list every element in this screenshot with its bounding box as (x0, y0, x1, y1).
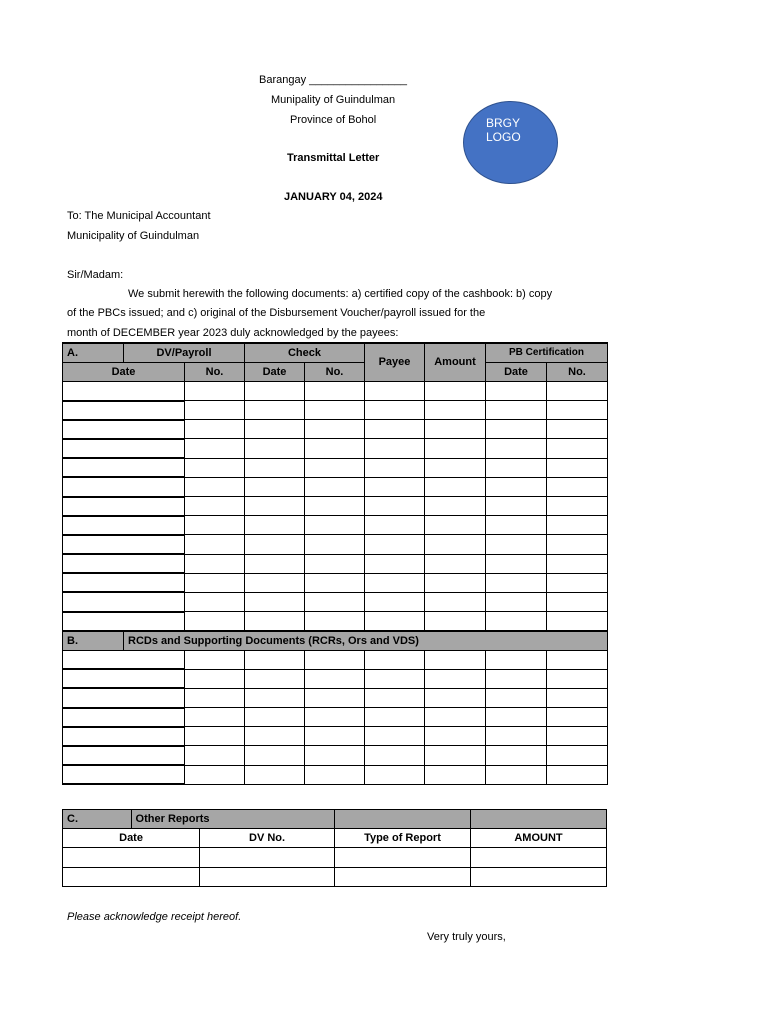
table-cell[interactable] (245, 573, 305, 592)
table-cell[interactable] (185, 612, 245, 631)
table-cell[interactable] (63, 727, 185, 746)
table-cell[interactable] (425, 688, 486, 707)
table-cell[interactable] (486, 420, 547, 439)
table-cell[interactable] (245, 746, 305, 765)
table-cell[interactable] (334, 867, 470, 886)
table-cell[interactable] (425, 612, 486, 631)
table-row (63, 612, 608, 631)
table-cell[interactable] (305, 708, 365, 727)
table-row (63, 439, 608, 458)
table-cell[interactable] (365, 381, 425, 400)
table-cell[interactable] (245, 497, 305, 516)
table-row (63, 381, 608, 400)
table-cell[interactable] (185, 516, 245, 535)
check-header: Check (245, 343, 365, 362)
table-cell[interactable] (425, 573, 486, 592)
table-cell[interactable] (486, 516, 547, 535)
table-cell[interactable] (305, 746, 365, 765)
table-cell[interactable] (245, 554, 305, 573)
table-cell[interactable] (365, 477, 425, 496)
addressee-line2: Municipality of Guindulman (67, 230, 200, 242)
table-row (63, 592, 608, 611)
table-cell[interactable] (470, 867, 606, 886)
table-cell[interactable] (63, 554, 185, 573)
table-cell[interactable] (63, 708, 185, 727)
table-cell[interactable] (547, 669, 608, 688)
table-cell[interactable] (425, 516, 486, 535)
table-cell[interactable] (425, 381, 486, 400)
table-cell[interactable] (547, 765, 608, 784)
dv-payroll-header: DV/Payroll (124, 343, 245, 362)
table-row (63, 746, 608, 765)
table-cell[interactable] (365, 727, 425, 746)
municipality-line: Munipality of Guindulman (271, 94, 396, 106)
table-cell[interactable] (365, 688, 425, 707)
table-cell[interactable] (547, 439, 608, 458)
amount-header: Amount (425, 343, 486, 381)
payee-header: Payee (365, 343, 425, 381)
other-reports-table (62, 809, 607, 887)
table-cell[interactable] (305, 592, 365, 611)
table-cell[interactable] (305, 420, 365, 439)
table-cell[interactable] (547, 458, 608, 477)
table-cell[interactable] (486, 439, 547, 458)
dv-no-header: No. (185, 362, 245, 381)
table-cell[interactable] (185, 765, 245, 784)
table-cell[interactable] (63, 573, 185, 592)
table-cell[interactable] (245, 458, 305, 477)
c-dv-no-header: DV No. (200, 829, 335, 848)
table-cell[interactable] (365, 669, 425, 688)
section-c-header-row (63, 810, 607, 829)
table-cell[interactable] (63, 458, 185, 477)
table-cell[interactable] (365, 746, 425, 765)
table-cell[interactable] (425, 554, 486, 573)
table-cell[interactable] (185, 420, 245, 439)
table-cell[interactable] (425, 439, 486, 458)
table-cell[interactable] (185, 669, 245, 688)
table-cell[interactable] (425, 669, 486, 688)
table-cell[interactable] (334, 848, 470, 867)
table-cell[interactable] (547, 688, 608, 707)
table-cell[interactable] (365, 612, 425, 631)
table-cell[interactable] (365, 708, 425, 727)
table-cell[interactable] (63, 669, 185, 688)
table-row (63, 669, 608, 688)
table-cell[interactable] (305, 669, 365, 688)
table-cell[interactable] (547, 401, 608, 420)
c-amount-header: AMOUNT (470, 829, 606, 848)
body-line1: We submit herewith the following documents: a) certified copy of the cashbook: b) copy (128, 288, 553, 300)
table-row (63, 477, 608, 496)
table-cell[interactable] (185, 708, 245, 727)
table-cell[interactable] (365, 554, 425, 573)
section-c-letter: C. (63, 810, 132, 829)
table-cell[interactable] (185, 401, 245, 420)
table-cell[interactable] (63, 401, 185, 420)
table-cell[interactable] (185, 497, 245, 516)
table-cell[interactable] (425, 420, 486, 439)
section-c-title: Other Reports (131, 810, 334, 829)
table-cell[interactable] (486, 381, 547, 400)
c-type-of-report-header: Type of Report (334, 829, 470, 848)
table-cell[interactable] (486, 708, 547, 727)
table-cell[interactable] (305, 381, 365, 400)
table-cell[interactable] (305, 535, 365, 554)
table-cell[interactable] (63, 592, 185, 611)
table-row (63, 458, 608, 477)
table-cell[interactable] (365, 765, 425, 784)
table-cell[interactable] (425, 592, 486, 611)
check-date-header: Date (245, 362, 305, 381)
table-cell[interactable] (425, 727, 486, 746)
table-cell[interactable] (486, 612, 547, 631)
table-cell[interactable] (486, 650, 547, 669)
table-cell[interactable] (486, 497, 547, 516)
table-cell[interactable] (63, 650, 185, 669)
table-cell[interactable] (245, 727, 305, 746)
table-row (63, 867, 607, 886)
table-cell[interactable] (200, 867, 335, 886)
c-date-header: Date (63, 829, 200, 848)
table-cell[interactable] (486, 746, 547, 765)
barangay-logo (463, 101, 558, 184)
table-cell[interactable] (486, 765, 547, 784)
table-cell[interactable] (547, 477, 608, 496)
document-date: JANUARY 04, 2024 (284, 191, 383, 203)
table-cell[interactable] (425, 650, 486, 669)
table-cell[interactable] (63, 477, 185, 496)
table-cell[interactable] (547, 592, 608, 611)
table-cell[interactable] (425, 708, 486, 727)
table-cell[interactable] (245, 650, 305, 669)
table-cell[interactable] (486, 554, 547, 573)
acknowledge-text: Please acknowledge receipt hereof. (67, 911, 242, 923)
table-cell[interactable] (185, 554, 245, 573)
table-cell[interactable] (185, 477, 245, 496)
section-a-rows (63, 381, 608, 630)
table-cell[interactable] (185, 458, 245, 477)
table-cell[interactable] (486, 669, 547, 688)
pb-no-header: No. (547, 362, 608, 381)
section-c-blank1 (334, 810, 470, 829)
table-cell[interactable] (305, 458, 365, 477)
table-cell[interactable] (63, 516, 185, 535)
table-row (63, 765, 608, 784)
section-a-letter: A. (63, 343, 124, 362)
table-cell[interactable] (185, 592, 245, 611)
table-cell[interactable] (305, 516, 365, 535)
section-c-blank2 (470, 810, 606, 829)
table-cell[interactable] (245, 381, 305, 400)
table-cell[interactable] (425, 765, 486, 784)
table-cell[interactable] (63, 612, 185, 631)
table-cell[interactable] (305, 401, 365, 420)
table-cell[interactable] (245, 401, 305, 420)
table-row (63, 727, 608, 746)
table-cell[interactable] (185, 439, 245, 458)
table-cell[interactable] (486, 573, 547, 592)
table-cell[interactable] (185, 727, 245, 746)
table-cell[interactable] (547, 727, 608, 746)
table-cell[interactable] (245, 708, 305, 727)
table-cell[interactable] (425, 535, 486, 554)
salutation: Sir/Madam: (67, 269, 124, 281)
table-cell[interactable] (365, 516, 425, 535)
table-cell[interactable] (425, 401, 486, 420)
documents-table (62, 342, 608, 785)
table-cell[interactable] (63, 746, 185, 765)
table-cell[interactable] (63, 420, 185, 439)
section-a-header-row (63, 343, 608, 362)
table-cell[interactable] (63, 381, 185, 400)
table-cell[interactable] (245, 516, 305, 535)
table-cell[interactable] (547, 746, 608, 765)
table-cell[interactable] (245, 477, 305, 496)
table-cell[interactable] (305, 573, 365, 592)
table-cell[interactable] (547, 535, 608, 554)
table-row (63, 420, 608, 439)
section-b-title: RCDs and Supporting Documents (RCRs, Ors and VDS) (124, 631, 608, 650)
table-cell[interactable] (365, 535, 425, 554)
table-row (63, 401, 608, 420)
table-cell[interactable] (486, 458, 547, 477)
table-cell[interactable] (547, 420, 608, 439)
table-cell[interactable] (425, 458, 486, 477)
table-cell[interactable] (185, 573, 245, 592)
table-cell[interactable] (365, 497, 425, 516)
table-cell[interactable] (63, 867, 200, 886)
table-cell[interactable] (547, 497, 608, 516)
table-cell[interactable] (245, 688, 305, 707)
table-cell[interactable] (365, 401, 425, 420)
table-row (63, 554, 608, 573)
table-cell[interactable] (425, 477, 486, 496)
table-cell[interactable] (365, 592, 425, 611)
table-cell[interactable] (185, 381, 245, 400)
closing-text: Very truly yours, (427, 931, 506, 943)
table-cell[interactable] (305, 727, 365, 746)
table-cell[interactable] (245, 439, 305, 458)
table-cell[interactable] (547, 381, 608, 400)
table-cell[interactable] (185, 746, 245, 765)
table-cell[interactable] (63, 535, 185, 554)
table-cell[interactable] (305, 650, 365, 669)
table-cell[interactable] (547, 554, 608, 573)
table-cell[interactable] (185, 688, 245, 707)
table-row (63, 497, 608, 516)
table-cell[interactable] (63, 765, 185, 784)
table-cell[interactable] (425, 497, 486, 516)
table-cell[interactable] (486, 535, 547, 554)
barangay-line: Barangay ________________ (259, 74, 408, 86)
table-cell[interactable] (245, 420, 305, 439)
table-row (63, 573, 608, 592)
table-cell[interactable] (185, 650, 245, 669)
table-cell[interactable] (486, 592, 547, 611)
table-cell[interactable] (245, 669, 305, 688)
body-line3: month of DECEMBER year 2023 duly acknowledged by the payees: (67, 327, 399, 339)
table-row (63, 708, 608, 727)
table-cell[interactable] (547, 708, 608, 727)
table-cell[interactable] (486, 477, 547, 496)
table-cell[interactable] (245, 765, 305, 784)
table-cell[interactable] (305, 765, 365, 784)
logo-text-line2: LOGO (486, 130, 521, 144)
table-row (63, 516, 608, 535)
table-cell[interactable] (486, 401, 547, 420)
table-row (63, 688, 608, 707)
table-cell[interactable] (63, 439, 185, 458)
table-cell[interactable] (305, 439, 365, 458)
table-cell[interactable] (245, 535, 305, 554)
section-b-rows (63, 650, 608, 784)
table-cell[interactable] (547, 612, 608, 631)
table-cell[interactable] (470, 848, 606, 867)
table-cell[interactable] (365, 650, 425, 669)
table-cell[interactable] (305, 477, 365, 496)
table-cell[interactable] (547, 650, 608, 669)
pb-certification-header: PB Certification (486, 343, 608, 362)
table-cell[interactable] (486, 688, 547, 707)
table-cell[interactable] (486, 727, 547, 746)
table-cell[interactable] (305, 688, 365, 707)
table-row (63, 848, 607, 867)
table-cell[interactable] (63, 688, 185, 707)
table-cell[interactable] (365, 439, 425, 458)
table-cell[interactable] (365, 573, 425, 592)
table-cell[interactable] (425, 746, 486, 765)
table-cell[interactable] (63, 848, 200, 867)
section-b-header-row (63, 631, 608, 650)
table-cell[interactable] (63, 497, 185, 516)
body-line2: of the PBCs issued; and c) original of the Disbursement Voucher/payroll issued for the (67, 307, 486, 319)
table-cell[interactable] (200, 848, 335, 867)
table-cell[interactable] (547, 573, 608, 592)
document-title: Transmittal Letter (287, 152, 380, 164)
pb-date-header: Date (486, 362, 547, 381)
section-b-letter: B. (63, 631, 124, 650)
addressee-line1: To: The Municipal Accountant (67, 210, 211, 222)
table-cell[interactable] (365, 420, 425, 439)
table-cell[interactable] (305, 554, 365, 573)
table-cell[interactable] (245, 592, 305, 611)
section-a-subheader-row (63, 362, 608, 381)
province-line: Province of Bohol (290, 114, 377, 126)
table-cell[interactable] (185, 535, 245, 554)
table-cell[interactable] (365, 458, 425, 477)
table-cell[interactable] (547, 516, 608, 535)
table-row (63, 535, 608, 554)
table-cell[interactable] (305, 612, 365, 631)
table-row (63, 650, 608, 669)
table-cell[interactable] (305, 497, 365, 516)
section-c-subheader-row (63, 829, 607, 848)
check-no-header: No. (305, 362, 365, 381)
dv-date-header: Date (63, 362, 185, 381)
table-cell[interactable] (245, 612, 305, 631)
logo-text-line1: BRGY (486, 116, 521, 130)
